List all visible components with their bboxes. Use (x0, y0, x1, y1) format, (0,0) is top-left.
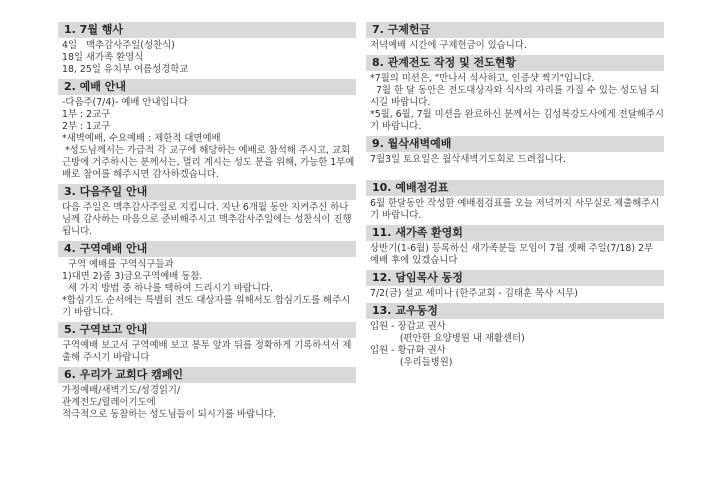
body-line: 1)대면 2)줌 3)금요구역예배 동참. (62, 271, 203, 282)
section-body (58, 97, 356, 181)
body-line: 세 가지 방법 중 하나를 택하여 드리시기 바랍니다. (62, 283, 273, 294)
section-title: 4. 구역예배 안내 (58, 241, 356, 257)
section-body (58, 259, 356, 319)
body-line: *5월, 6월, 7월 미션을 완료하신 분께서는 김성복강도사에게 전달해주시기 바랍니다. (370, 109, 664, 132)
section-body (366, 198, 664, 222)
left-column (58, 22, 356, 424)
body-line: 2부 : 1교구 (62, 121, 111, 132)
section-body (366, 321, 664, 369)
body-line: 구역 예배를 구역식구들과 (62, 259, 174, 270)
body-line: 입원 - 황규화 권사 (370, 345, 446, 356)
section-title: 9. 월삭새벽예배 (366, 136, 664, 152)
section-title: 11. 새가족 환영회 (366, 225, 664, 241)
body-line: 저녁예배 시간에 구제헌금이 있습니다. (370, 40, 527, 51)
section-body (366, 243, 664, 267)
notice-section (58, 322, 356, 364)
body-line: *성도님께서는 가급적 각 교구에 해당하는 예배로 참석해 주시고, 교회 근방에 거주하시는 분께서는, 멀리 계시는 성도 분을 위해, 가능한 1부예배로 참여를 해주시면 감사하겠습니다. (62, 145, 355, 180)
body-line: 1부 : 2교구 (62, 109, 111, 120)
notice-section (366, 136, 664, 166)
section-body (366, 40, 664, 52)
notice-section (58, 184, 356, 238)
section-title: 12. 담임목사 동정 (366, 270, 664, 286)
section-title: 7. 구제헌금 (366, 22, 664, 38)
body-line: 구역예배 보고서 구역예배 보고 봉투 앞과 뒤를 정확하게 기록하셔서 제출해 주시기 바랍니다 (62, 340, 352, 363)
body-line: *합심기도 순서에는 특별히 전도 대상자를 위해서도 합심기도를 해주시기 바랍니다. (62, 295, 351, 318)
notice-section (366, 22, 664, 52)
section-title: 2. 예배 안내 (58, 79, 356, 95)
body-line: 18일 새가족 환영식 (62, 52, 144, 63)
notice-section (58, 241, 356, 319)
body-line: -다음주(7/4)- 예배 안내입니다 (62, 97, 188, 108)
section-title: 13. 교우동정 (366, 303, 664, 319)
section-title: 6. 우리가 교회다 캠페인 (58, 367, 356, 383)
section-body (58, 385, 356, 421)
section-title: 8. 관계전도 작정 및 전도현황 (366, 55, 664, 71)
section-body (58, 40, 356, 76)
body-line: 관계전도/릴레이기도에 (62, 397, 156, 408)
body-line: *7월의 미션은, "만나서 식사하고, 인증샷 찍기"입니다. (370, 73, 595, 84)
body-line: 7월 한 달 동안은 전도대상자와 식사의 자리를 가질 수 있는 성도님 되시길 바랍니다. (370, 85, 660, 108)
body-line: (편안한 요양병원 내 재활센터) (370, 333, 525, 344)
notice-section (58, 79, 356, 181)
body-line: 입원 - 장갑교 권사 (370, 321, 446, 332)
section-body (58, 202, 356, 238)
body-line: 가정예배/새벽기도/성경읽기/ (62, 385, 181, 396)
section-title: 3. 다음주일 안내 (58, 184, 356, 200)
notice-section (58, 367, 356, 421)
body-line: 7/2(금) 설교 세미나 (한주교회 - 김태훈 목사 시무) (370, 288, 578, 299)
section-body (366, 73, 664, 133)
body-line: (우리들병원) (370, 357, 453, 368)
notice-section (366, 270, 664, 300)
body-line: 상반기(1-6월) 등록하신 새가족분들 모임이 7월 셋째 주일(7/18) 2부 예배 후에 있겠습니다 (370, 243, 657, 266)
section-title: 5. 구역보고 안내 (58, 322, 356, 338)
section-title: 1. 7월 행사 (58, 22, 356, 38)
body-line: 적극적으로 동참하는 성도님들이 되시기를 바랍니다. (62, 409, 277, 420)
section-body (58, 340, 356, 364)
notice-section (58, 22, 356, 76)
section-body (366, 288, 664, 300)
notice-section (366, 303, 664, 369)
body-line: 7월3일 토요일은 월삭새벽기도회로 드려집니다. (370, 154, 566, 165)
body-line: 다음 주일은 맥추감사주일로 지킵니다. 지난 6개월 동안 지켜주신 하나님께 감사하는 마음으로 준비해주시고 맥추감사주일에는 성찬식이 진행됩니다. (62, 202, 352, 237)
body-line: 18, 25일 유치부 여름성경학교 (62, 64, 189, 75)
notice-section (366, 225, 664, 267)
notice-section (366, 55, 664, 133)
right-column (366, 22, 664, 372)
body-line: 4일 맥추감사주일(성찬식) (62, 40, 175, 51)
body-line: *새벽예배, 수요예배 : 제한적 대면예배 (62, 133, 221, 144)
body-line: 6월 한달동안 작성한 예배점검표를 오늘 저녁까지 사무실로 제출해주시기 바랍니다. (370, 198, 660, 221)
section-body (366, 154, 664, 166)
section-title: 10. 예배점검표 (366, 180, 664, 196)
notice-section (366, 180, 664, 222)
